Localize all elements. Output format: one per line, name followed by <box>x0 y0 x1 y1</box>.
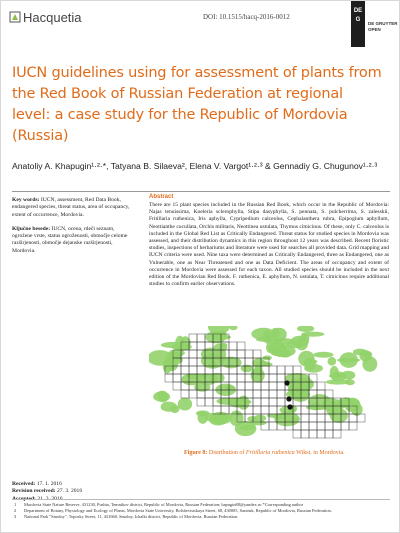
forest-patch <box>229 410 243 426</box>
grid-cell <box>317 414 325 422</box>
kljucne-label: Ključne besede: <box>12 225 51 232</box>
grid-cell <box>285 366 293 374</box>
grid-cell <box>309 430 317 438</box>
grid-cell <box>341 422 349 430</box>
forest-patch <box>205 331 226 343</box>
date-label: Revision received: <box>12 488 56 495</box>
footnote-number: 3 <box>14 513 17 519</box>
grid-cell <box>253 390 261 398</box>
grid-cell <box>189 358 197 366</box>
figure-label: Figure 8: <box>184 450 208 456</box>
grid-cell <box>253 382 261 390</box>
grid-cell <box>189 366 197 374</box>
grid-cell <box>237 374 245 382</box>
forest-patch <box>310 402 320 410</box>
keywords-column <box>12 197 132 262</box>
grid-cell <box>245 382 253 390</box>
forest-patch <box>229 326 237 330</box>
figure-caption <box>184 450 345 456</box>
grid-cell <box>253 406 261 414</box>
grid-cell <box>277 374 285 382</box>
footnote <box>12 514 390 520</box>
grid-cell <box>317 422 325 430</box>
date-value: 31. 3. 2016 <box>37 495 63 502</box>
distribution-map <box>149 326 381 446</box>
publisher-logo-block <box>351 1 365 47</box>
kljucne-text: IUCN, ocena, rdeči seznam, ogrožene vrste, status ogroženosti, območje celotne razširjenosti, območje dejanske razširjenosti, Mordovia. <box>12 225 128 254</box>
grid-cell <box>269 390 277 398</box>
grid-cell <box>269 422 277 430</box>
grid-cell <box>229 342 237 350</box>
grid-cell <box>253 350 261 358</box>
grid-cell <box>197 334 205 342</box>
forest-patch <box>363 351 373 358</box>
forest-patch <box>161 402 177 412</box>
grid-cell <box>245 350 253 358</box>
forest-patch <box>272 328 287 341</box>
grid-cell <box>277 398 285 406</box>
grid-cell <box>333 422 341 430</box>
grid-cell <box>269 406 277 414</box>
grid-cell <box>261 398 269 406</box>
grid-cell <box>197 366 205 374</box>
forest-patch <box>225 386 234 390</box>
forest-patch <box>194 382 210 391</box>
header-divider <box>12 191 390 192</box>
figure-caption-prefix: Distribution of <box>208 450 245 456</box>
grid-cell <box>325 430 333 438</box>
forest-patch <box>339 352 358 368</box>
forest-patch <box>175 336 184 351</box>
grid-cell <box>277 390 285 398</box>
forest-patch <box>362 356 377 371</box>
grid-cell <box>277 382 285 390</box>
grid-cell <box>181 366 189 374</box>
grid-cell <box>325 422 333 430</box>
date-value: 27. 3. 2016 <box>56 488 83 495</box>
grid-cell <box>269 398 277 406</box>
occurrence-point <box>287 404 292 409</box>
publisher-mark: DE G <box>353 8 363 23</box>
footnote-text: National Park "Smolny", Toposky Street, 11, 431660, Smolny, Ichalki district, Republic of Mordovia, Russian Federation. <box>24 513 239 519</box>
forest-patch <box>168 349 184 356</box>
grid-cell <box>261 406 269 414</box>
keywords-label: Key words: <box>12 197 40 203</box>
article-title: IUCN guidelines using for assessment of plants from the Red Book of Russian Federation at regional level: a case study for the Republic of Mordovia (Russia) <box>12 65 382 144</box>
leaf-icon <box>9 11 21 23</box>
forest-patch <box>209 415 226 425</box>
footnote-divider <box>12 499 390 500</box>
date-value: 17. 1. 2016 <box>36 481 62 487</box>
date-label: Received: <box>12 481 36 487</box>
grid-cell <box>229 374 237 382</box>
journal-logo <box>9 10 82 25</box>
grid-cell <box>253 398 261 406</box>
grid-cell <box>293 366 301 374</box>
grid-cell <box>205 398 213 406</box>
publisher-name-line: OPEN <box>368 26 381 32</box>
grid-cell <box>261 382 269 390</box>
forest-patch <box>297 326 314 332</box>
grid-cell <box>173 374 181 382</box>
grid-cell <box>317 382 325 390</box>
forest-patch <box>219 343 227 347</box>
grid-cell <box>237 342 245 350</box>
grid-cell <box>165 374 173 382</box>
grid-cell <box>309 422 317 430</box>
grid-cell <box>173 382 181 390</box>
grid-cell <box>181 390 189 398</box>
forest-patch <box>254 415 266 422</box>
forest-patch <box>228 399 251 405</box>
grid-cell <box>269 366 277 374</box>
footnote-text: Department of Botany, Physiology and Ecology of Plants, Mordovia State University, Bolshevistskaya Street, 68, 430005, Saransk, Republic of Mordovia, Russian Federation. <box>24 507 332 513</box>
journal-name: Hacquetia <box>23 10 82 25</box>
forest-patch <box>241 365 253 373</box>
grid-cell <box>269 374 277 382</box>
forest-patch <box>240 425 256 430</box>
footnote-number: 1 <box>14 502 17 507</box>
forest-patch <box>158 393 168 402</box>
forest-patch <box>329 374 344 378</box>
figure-species: Fritillaria ruthenica <box>245 450 295 456</box>
forest-patch <box>301 332 324 337</box>
occurrence-point <box>284 380 289 385</box>
grid-cell <box>237 350 245 358</box>
grid-cell <box>317 430 325 438</box>
abstract-heading: Abstract <box>149 194 174 200</box>
forest-patch <box>304 364 323 373</box>
date-revised <box>12 488 132 495</box>
grid-cell <box>301 430 309 438</box>
date-received <box>12 481 132 488</box>
forest-patch <box>313 352 333 358</box>
forest-patch <box>208 360 216 368</box>
grid-cell <box>277 366 285 374</box>
grid-cell <box>309 414 317 422</box>
forest-patch <box>209 373 225 383</box>
grid-cell <box>293 430 301 438</box>
forest-patch <box>217 347 227 363</box>
map-svg <box>149 326 381 446</box>
forest-patch <box>215 384 236 396</box>
forest-patch <box>251 368 265 383</box>
footnote-text: Mordovia State Nature Reserve, 431230, Pushta, Temnikov district, Republic of Mordovia, Russian Federation; hapugin88@yandex.ru *Corresponding author <box>24 502 304 507</box>
grid-cell <box>237 382 245 390</box>
forest-patch <box>296 338 308 351</box>
forest-patch <box>326 379 350 384</box>
figure-caption-suffix: Wikst. in Mordovia. <box>296 450 345 456</box>
grid-cell <box>205 390 213 398</box>
occurrence-point <box>286 396 291 401</box>
keywords-en <box>12 197 132 219</box>
grid-cell <box>197 342 205 350</box>
forest-patch <box>249 421 267 426</box>
grid-cell <box>301 422 309 430</box>
publisher-name-line: DE GRUYTER <box>368 21 398 26</box>
grid-cell <box>189 350 197 358</box>
date-label: Accepted: <box>12 495 36 502</box>
doi-link[interactable]: DOI: 10.1515/hacq-2016-0012 <box>203 13 290 21</box>
forest-patch <box>178 398 192 411</box>
grid-cell <box>197 398 205 406</box>
grid-cell <box>349 422 357 430</box>
keywords-text: IUCN, assessment, Red Data Book, endangered species, threat status, area of occupancy, extent of occurrence, Mordovia. <box>12 197 130 218</box>
grid-cell <box>261 390 269 398</box>
author-list: Anatoliy A. Khapugin¹·²·*, Tatyana B. Silaeva², Elena V. Vargot¹·²·³ & Gennadiy G. Chugunov¹·²·³ <box>12 161 378 171</box>
grid-cell <box>301 414 309 422</box>
footnotes <box>12 502 390 519</box>
grid-cell <box>189 390 197 398</box>
grid-cell <box>333 430 341 438</box>
footnote-number: 2 <box>14 507 17 513</box>
forest-patch <box>287 379 311 392</box>
keywords-sl <box>12 226 132 255</box>
publisher-name <box>368 21 398 32</box>
grid-cell <box>269 382 277 390</box>
forest-patch <box>328 357 337 366</box>
abstract-text: There are 15 plant species included in the Russian Red Book, which occur in the Republic of Mordovia: Najas tenuissima, Koeleria sclerophylla, Stipa dasyphylla, S. pennata, S. pulcherrima, S. zalesskii, Fritillaria ruthenica, Iris aphylla, Cypripedium calceolus, Cephalanthera rubra, Epipogium aphyllum, Neottianthe cucullata, Orchis militaris, Neottinea ustulata, Thymus cimicinus. Of these, only C. calceolus is included in the Global Red List as Critically Endangered. Threat status for studied species in Mordovia was assessed, and their distribution dynamics in this region throughout 12 years was described. Recent floristic studies, inspections of herbariums and literature were used for searches all provided data. Grid mapping and IUCN criteria were used. Nine taxa were determined as Critically Endangered, three as Endangered, one as Vulnerable, one as Near Threatened and one as Data Deficient. The areas of occupancy and extent of occurrence in Mordovia were assessed for each taxon. All studied species should be included in the next edition of the Mordovian Red Book. F. ruthenica, E. aphyllum, N. ustulata, T. cimicinus require additional studies to confirm earlier observations. <box>149 202 389 288</box>
